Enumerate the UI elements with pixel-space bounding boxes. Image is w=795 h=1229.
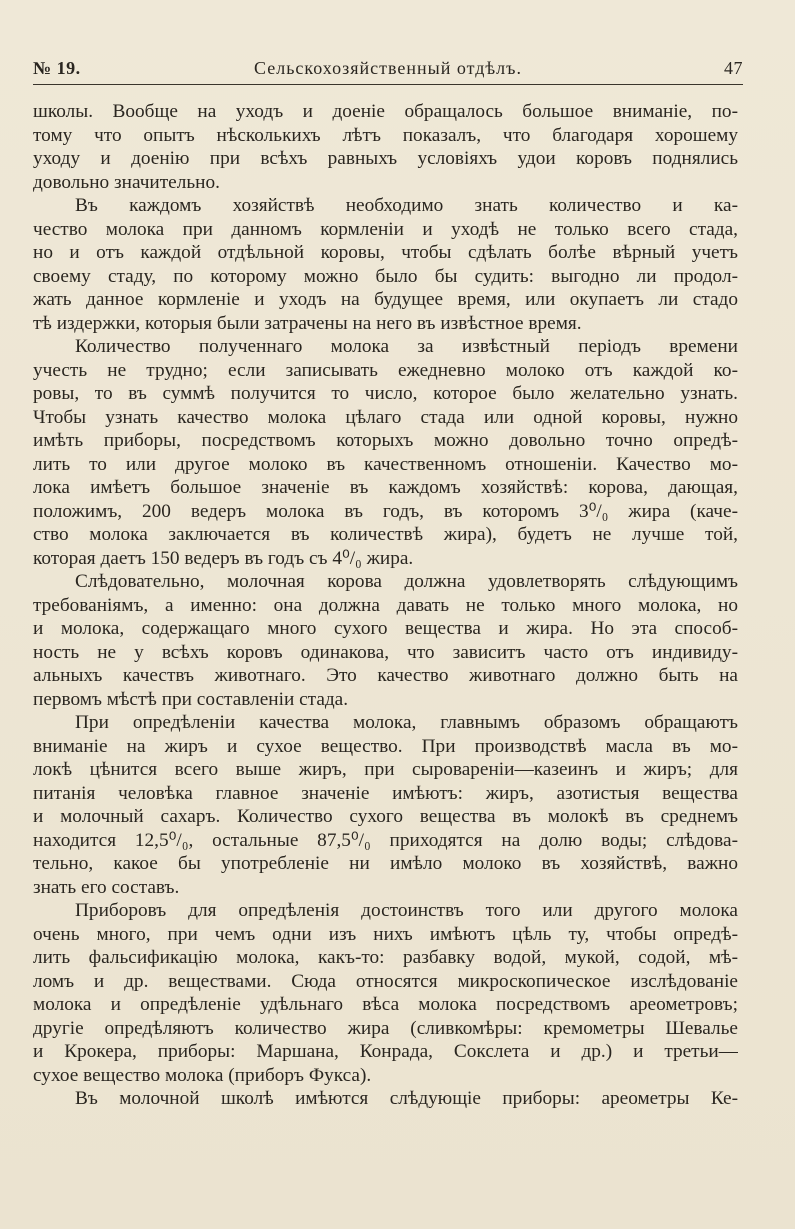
text-line: и молока, содержащаго много сухого вещества и жира. Но эта способ-: [33, 618, 738, 639]
text-line: Приборовъ для опредѣленія достоинствъ того или другого молока: [75, 900, 738, 921]
text-line: При опредѣленіи качества молока, главнымъ образомъ обращаютъ: [75, 712, 738, 733]
text-line: тому что опытъ нѣсколькихъ лѣтъ показалъ, что благодаря хорошему: [33, 124, 738, 146]
text-line: тельно, какое бы употребленіе ни имѣло молоко въ хозяйствѣ, важно: [33, 853, 738, 874]
text-line: сухое вещество молока (приборъ Фукса).: [33, 1064, 372, 1086]
text-line: молока и опредѣленіе удѣльнаго вѣса молока посредствомъ ареометровъ;: [33, 994, 738, 1015]
text-line: жать данное кормленіе и уходъ на будущее время, или окупаетъ ли стадо: [33, 289, 738, 310]
text-line: ломъ и др. веществами. Сюда относятся микроскопическое изслѣдованіе: [33, 970, 738, 992]
text-line: лока имѣетъ большое значеніе въ каждомъ хозяйствѣ: корова, дающая,: [33, 477, 738, 498]
text-line: Чтобы узнать качество молока цѣлаго стада или одной коровы, нужно: [33, 406, 738, 428]
text-line: питанія человѣка главное значеніе имѣютъ: жиръ, азотистыя вещества: [33, 782, 738, 804]
text-line: вниманіе на жиръ и сухое вещество. При производствѣ масла въ мо-: [33, 735, 738, 757]
running-header: [33, 58, 743, 84]
text-line: Слѣдовательно, молочная корова должна удовлетворять слѣдующимъ: [75, 571, 738, 592]
text-line: ность не у всѣхъ коровъ одинакова, что зависитъ часто отъ индивиду-: [33, 641, 738, 663]
text-line: требованіямъ, а именно: она должна давать не только много молока, но: [33, 594, 738, 616]
page-number: 47: [724, 58, 743, 78]
issue-number: № 19.: [33, 58, 81, 78]
text-line: но и отъ каждой отдѣльной коровы, чтобы сдѣлать болѣе вѣрный учетъ: [33, 242, 738, 263]
text-line: тѣ издержки, которыя были затрачены на него въ извѣстное время.: [33, 312, 582, 334]
text-line: другіе опредѣляютъ количество жира (сливкомѣры: кремометры Шевалье: [33, 1017, 738, 1039]
text-line: своему стаду, по которому можно было бы судить: выгодно ли продол-: [33, 265, 738, 287]
text-line: очень много, при чемъ одни изъ нихъ имѣютъ цѣль ту, чтобы опредѣ-: [33, 923, 738, 945]
text-line: уходу и доенію при всѣхъ равныхъ условіяхъ удои коровъ поднялись: [33, 148, 738, 169]
section-title: Сельскохозяйственный отдѣлъ.: [254, 58, 522, 78]
header-rule: [33, 84, 743, 85]
text-line: школы. Вообще на уходъ и доеніе обращалось большое вниманіе, по-: [33, 101, 738, 122]
text-line: лить то или другое молоко въ качественномъ отношеніи. Качество мо-: [33, 453, 738, 475]
text-line: и молочный сахаръ. Количество сухого вещества въ молокѣ въ среднемъ: [33, 806, 738, 827]
text-line: чество молока при данномъ кормленіи и уходѣ не только всего стада,: [33, 218, 738, 240]
text-line: имѣть приборы, посредствомъ которыхъ можно довольно точно опредѣ-: [33, 430, 738, 451]
text-line: знать его составъ.: [33, 876, 180, 898]
text-line: Количество полученнаго молока за извѣстный періодъ времени: [75, 336, 738, 357]
text-line: локѣ цѣнится всего выше жиръ, при сыровареніи—казеинъ и жиръ; для: [33, 759, 738, 780]
text-line: и Крокера, приборы: Маршана, Конрада, Сокслета и др.) и третьи—: [33, 1041, 738, 1062]
text-line: Въ молочной школѣ имѣются слѣдующіе приборы: ареометры Ке-: [75, 1088, 738, 1109]
text-line: Въ каждомъ хозяйствѣ необходимо знать количество и ка-: [75, 195, 738, 216]
text-line: положимъ, 200 ведеръ молока въ годъ, въ которомъ 3⁰/₀ жира (каче-: [33, 500, 738, 522]
text-line: довольно значительно.: [33, 171, 220, 193]
text-line: ровы, то въ суммѣ получится то число, которое было желательно узнать.: [33, 383, 738, 404]
text-line: находится 12,5⁰/₀, остальные 87,5⁰/₀ приходятся на долю воды; слѣдова-: [33, 829, 738, 851]
text-line: ство молока заключается въ количествѣ жира), будетъ не лучше той,: [33, 524, 738, 545]
text-line: первомъ мѣстѣ при составленіи стада.: [33, 688, 349, 710]
text-line: альныхъ качествъ животнаго. Это качество животнаго должно быть на: [33, 665, 738, 686]
body-text: [33, 100, 738, 1111]
text-line: которая даетъ 150 ведеръ въ годъ съ 4⁰/₀ жира.: [33, 547, 414, 569]
text-line: учесть не трудно; если записывать ежедневно молоко отъ каждой ко-: [33, 359, 738, 381]
text-line: лить фальсификацію молока, какъ-то: разбавку водой, мукой, содой, мѣ-: [33, 947, 738, 968]
